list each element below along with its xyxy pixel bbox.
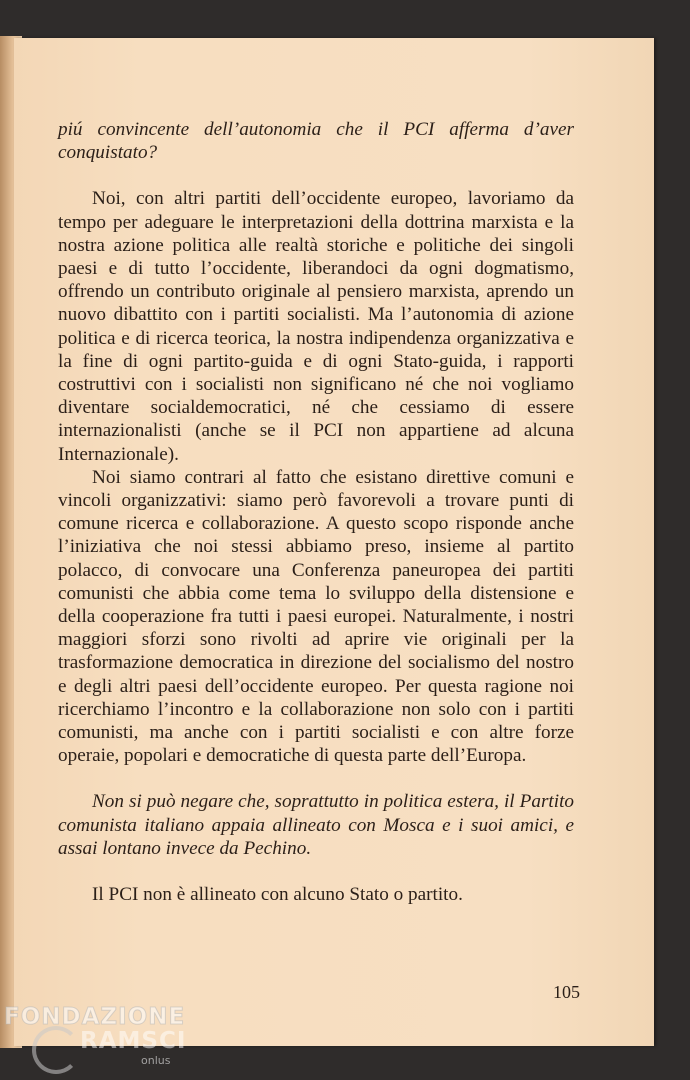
page-text: [58, 118, 574, 906]
answer-paragraph: Il PCI non è allineato con alcuno Stato o partito.: [92, 884, 463, 906]
answer-paragraph: Noi, con altri partiti dell’occidente europeo, lavoriamo da tempo per adeguare le interpretazioni della dottrina marxista e la nostra azione politica alle realtà storiche e politiche dei singoli paesi e di tutto l’occidente, liberandoci da ogni dogmatismo, offrendo un contributo originale al pensiero marxista, aprendo un nuovo dibattito con i partiti socialisti. Ma l’autonomia di azione politica e di ricerca teorica, la nostra indipendenza organizzativa e la fine di ogni partito-guida e di ogni Stato-guida, i rapporti costruttivi con i socialisti non significano né che noi vogliamo diventare socialdemocratici, né che cessiamo di essere internazionalisti (anche se il PCI non appartiene ad alcuna Internazionale).: [58, 188, 574, 465]
watermark-suffix: onlus: [141, 1054, 171, 1067]
question-paragraph: piú convincente dell’autonomia che il PCI afferma d’aver conquistato?: [58, 119, 574, 164]
question-paragraph: Non si può negare che, soprattutto in politica estera, il Partito comunista italiano appaia allineato con Mosca e i suoi amici, e assai lontano invece da Pechino.: [58, 791, 574, 859]
watermark-line1: FONDAZIONE: [4, 1004, 186, 1030]
answer-paragraph: Noi siamo contrari al fatto che esistano direttive comuni e vincoli organizzativi: siamo però favorevoli a trovare punti di comune ricerca e collaborazione. A questo scopo risponde anche l’iniziativa che noi stessi abbiamo preso, insieme al partito polacco, di convocare una Conferenza paneuropea dei partiti comunisti che abbia come tema lo sviluppo della distensione e della cooperazione fra tutti i paesi europei. Naturalmente, i nostri maggiori sforzi sono rivolti ad aprire vie originali per la trasformazione democratica in direzione del socialismo del nostro e degli altri paesi dell’occidente europeo. Per questa ragione noi ricerchiamo l’incontro e la collaborazione non solo con i partiti comunisti, ma anche con i partiti socialisti e con altre forze operaie, popolari e democratiche di questa parte dell’Europa.: [58, 466, 574, 767]
page-number: 105: [553, 982, 580, 1002]
watermark-line2: RAMSCI: [80, 1028, 187, 1054]
